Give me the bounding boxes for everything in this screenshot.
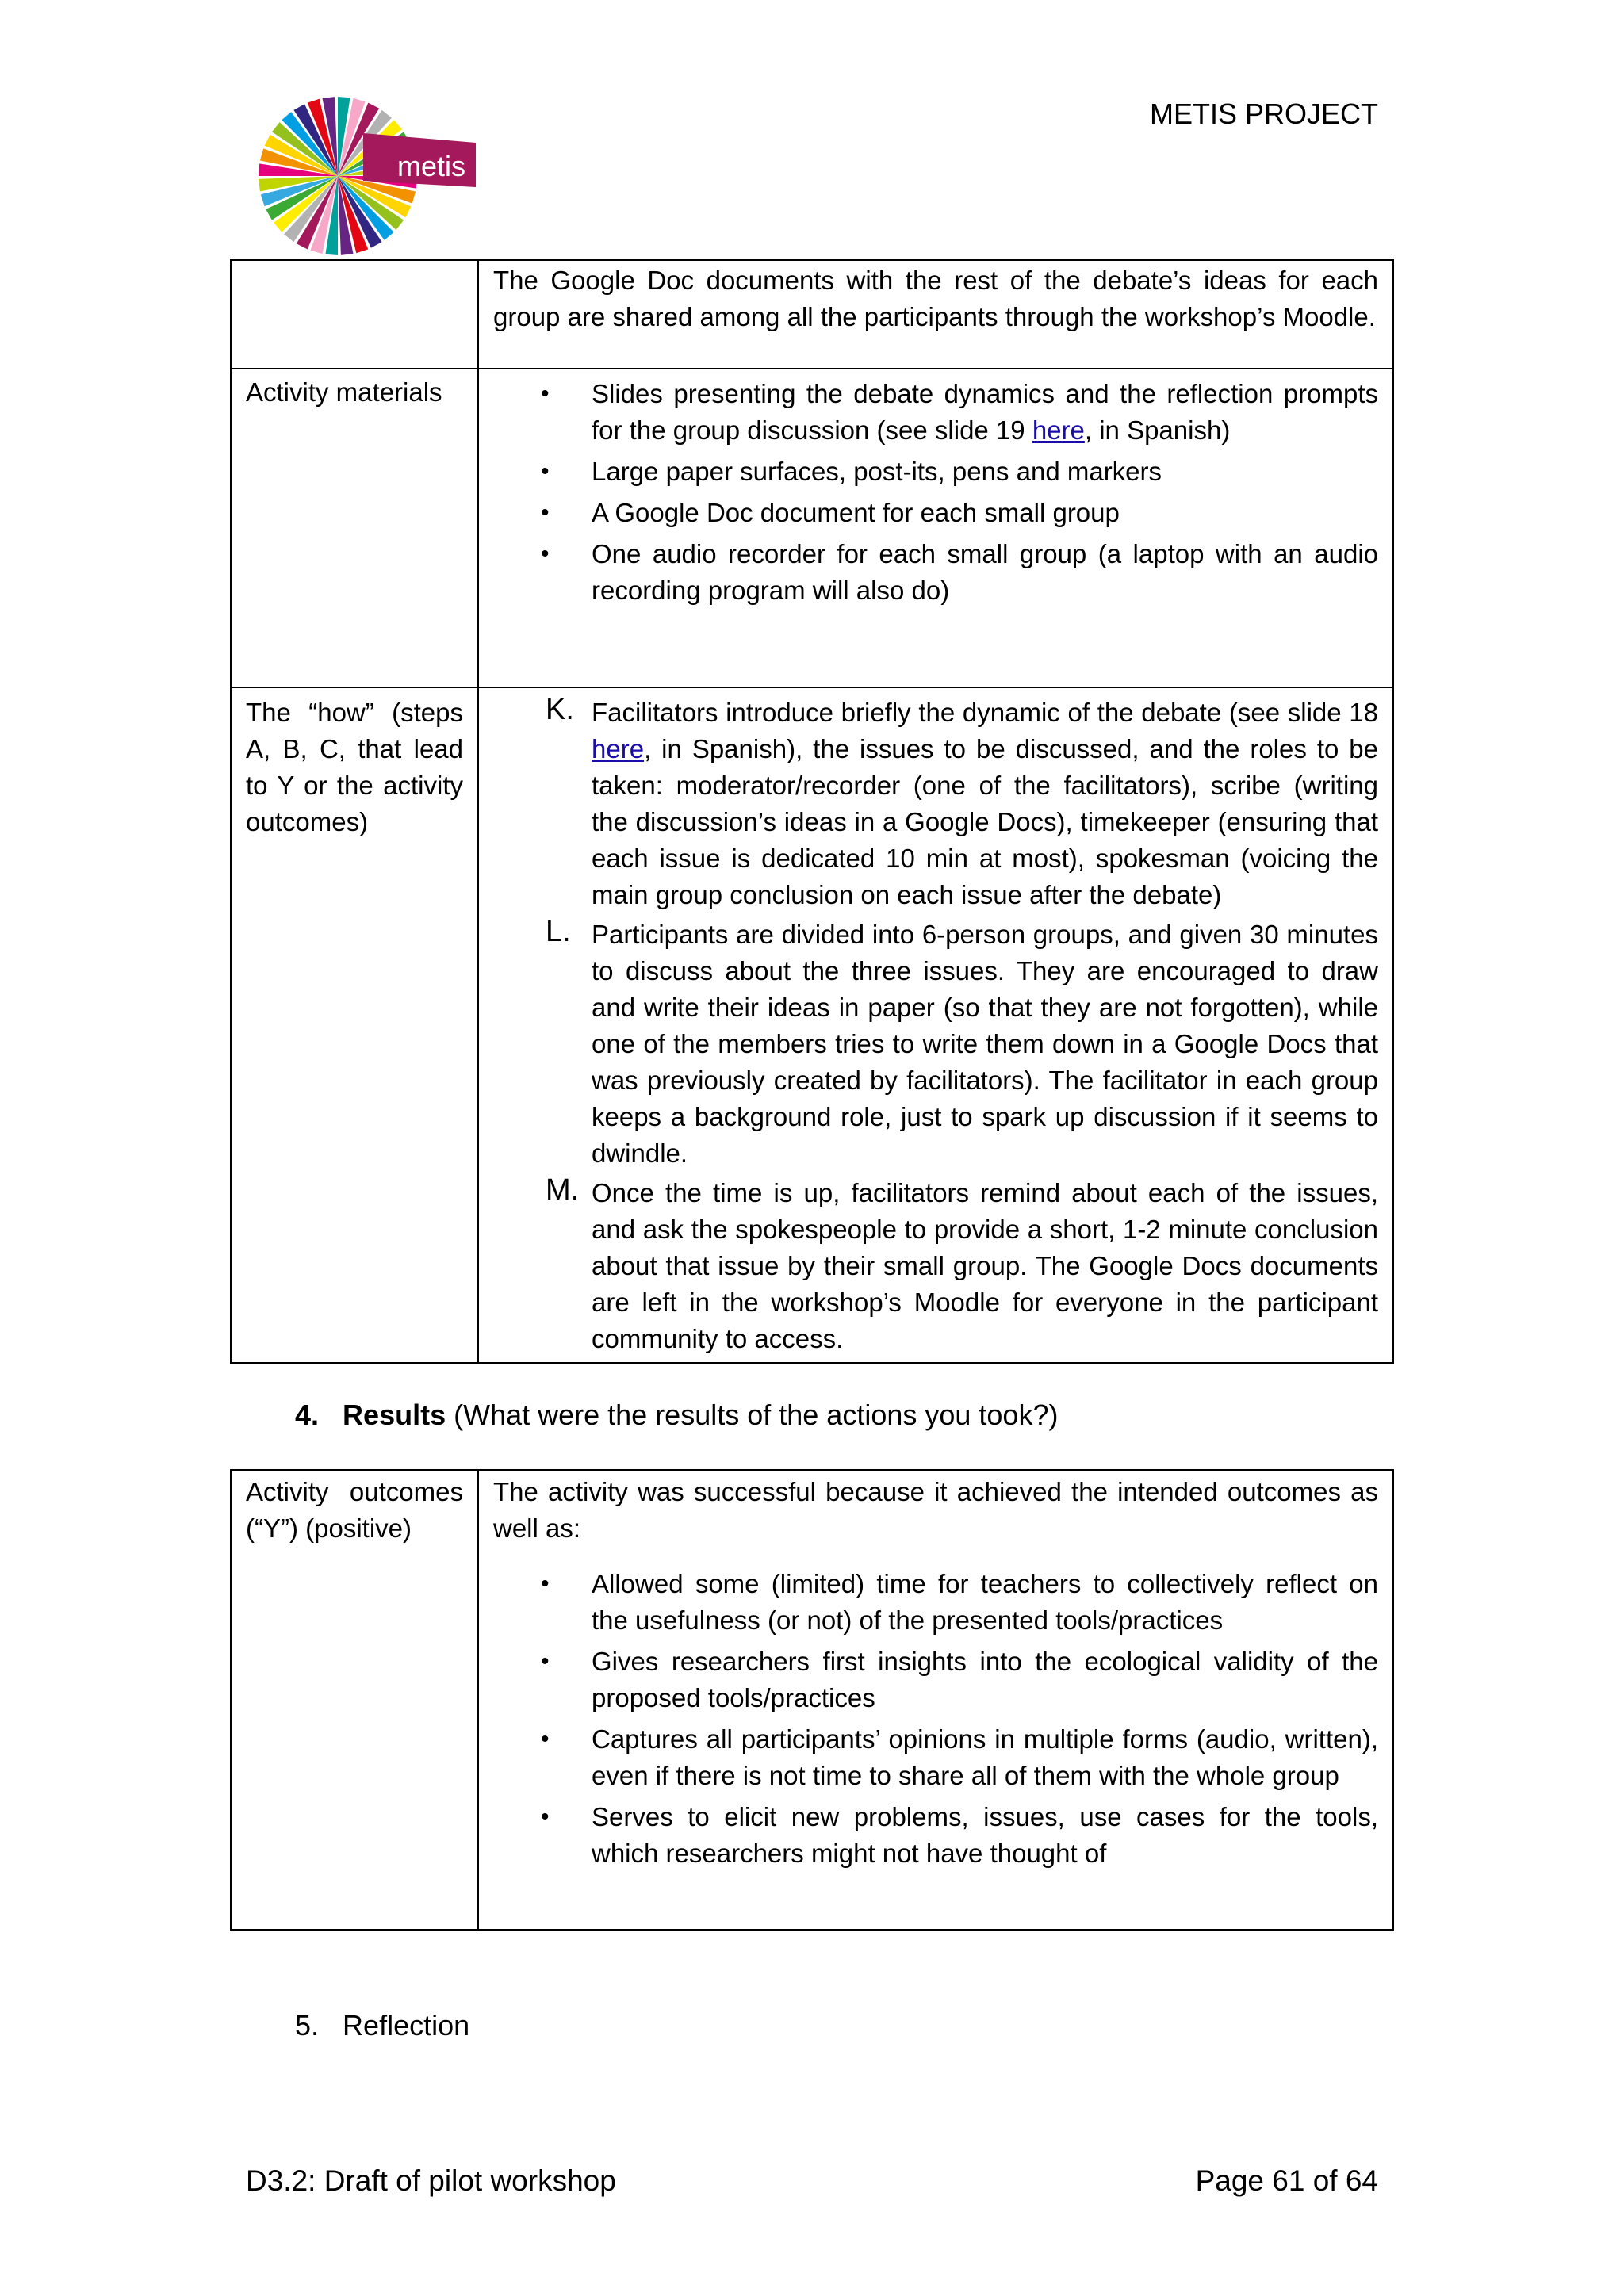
section-heading-reflection: [295, 2007, 469, 2044]
steps-cell: [478, 687, 1393, 1363]
list-item-text: Serves to elicit new problems, issues, use cases for the tools, which researchers might not have thought of: [592, 1802, 1378, 1868]
list-item-text: Large paper surfaces, post-its, pens and markers: [592, 457, 1162, 486]
materials-cell: [478, 369, 1393, 687]
list-item: [493, 1566, 1378, 1639]
list-item: [493, 495, 1378, 531]
step-item: [493, 916, 1378, 1172]
row-label-how: The “how” (steps A, B, C, that lead to Y or the activity outcomes): [231, 687, 478, 1363]
row-label: [231, 260, 478, 369]
section-number: 4.: [295, 1399, 320, 1431]
bullet-icon: •: [541, 1571, 550, 1597]
step-marker: K.: [546, 693, 574, 726]
step-marker: L.: [546, 915, 571, 948]
metis-logo: [244, 94, 482, 258]
section-number: 5.: [295, 2009, 320, 2042]
here-link[interactable]: here: [592, 734, 645, 763]
bullet-icon: •: [541, 1804, 550, 1830]
list-item-text: Gives researchers first insights into the ecological validity of the proposed tools/practices: [592, 1647, 1378, 1712]
activity-table: [230, 259, 1394, 1364]
list-item: [493, 1799, 1378, 1872]
footer-page-number: Page 61 of 64: [1195, 2164, 1378, 2197]
bullet-icon: •: [541, 499, 550, 526]
table-row: [231, 260, 1393, 369]
step-text: Once the time is up, facilitators remind about each of the issues, and ask the spokespeople to provide a short, 1-2 minute conclusion about that issue by their small group. The Google Docs documents are left in the workshop’s Moodle for everyone in the participant community to access.: [592, 1178, 1378, 1353]
list-item-text: Allowed some (limited) time for teachers to collectively reflect on the usefulness (or not) of the presented tools/practices: [592, 1569, 1378, 1635]
list-item-text: Captures all participants’ opinions in multiple forms (audio, written), even if there is not time to share all of them with the whole group: [592, 1724, 1378, 1790]
outcomes-cell: [478, 1470, 1393, 1930]
bullet-icon: •: [541, 458, 550, 484]
materials-list: [493, 376, 1378, 609]
bullet-icon: •: [541, 1726, 550, 1752]
table-row: [231, 1470, 1393, 1930]
list-item: [493, 1644, 1378, 1716]
step-marker: M.: [546, 1173, 580, 1207]
header-project-title: METIS PROJECT: [1149, 98, 1378, 130]
list-item: [493, 1721, 1378, 1794]
bullet-icon: •: [541, 541, 550, 567]
table-row: [231, 687, 1393, 1363]
step-text-after: , in Spanish), the issues to be discussed, and the roles to be taken: moderator/recorder (one of the facilitators), scribe (writing the discussion’s ideas in a Google Docs), timekeeper (ensuring that each issue is dedicated 10 min at most), spokesman (voicing the main group conclusion on each issue after the debate): [592, 734, 1378, 909]
row-label-activity-materials: Activity materials: [231, 369, 478, 687]
here-link[interactable]: here: [1032, 415, 1085, 445]
step-text: Facilitators introduce briefly the dynamic of the debate (see slide 18: [592, 698, 1378, 727]
step-item: [493, 1175, 1378, 1357]
bullet-icon: •: [541, 381, 550, 407]
list-item-text: A Google Doc document for each small group: [592, 498, 1120, 527]
outcomes-intro: The activity was successful because it achieved the intended outcomes as well as:: [493, 1477, 1378, 1543]
list-item: [493, 536, 1378, 609]
step-item: [493, 695, 1378, 913]
list-item-text-after: , in Spanish): [1084, 415, 1231, 445]
step-text: Participants are divided into 6-person groups, and given 30 minutes to discuss about the three issues. They are encouraged to draw and write their ideas in paper (so that they are not forgotten), while one of the members tries to write them down in a Google Docs that was previously created by facilitators). The facilitator in each group keeps a background role, just to spark up discussion if it seems to dwindle.: [592, 920, 1378, 1168]
list-item-text: Slides presenting the debate dynamics and the reflection prompts for the group discussion (see slide 19: [592, 379, 1378, 445]
section-heading-results: [295, 1397, 1058, 1433]
row-label-outcomes: Activity outcomes (“Y”) (positive): [231, 1470, 478, 1930]
section-subtitle: (What were the results of the actions you took?): [446, 1399, 1059, 1431]
list-item: [493, 453, 1378, 490]
list-item: [493, 376, 1378, 449]
list-item-text: One audio recorder for each small group (a laptop with an audio recording program will also do): [592, 539, 1378, 605]
footer-document-title: D3.2: Draft of pilot workshop: [246, 2164, 616, 2197]
logo-text: metis: [396, 150, 466, 182]
outcomes-list: [493, 1566, 1378, 1872]
results-table: [230, 1469, 1394, 1931]
section-title: Results: [343, 1399, 446, 1431]
section-title: Reflection: [343, 2009, 470, 2042]
table-row: [231, 369, 1393, 687]
bullet-icon: •: [541, 1648, 550, 1674]
row-text: The Google Doc documents with the rest of the debate’s ideas for each group are shared among all the participants through the workshop’s Moodle.: [478, 260, 1393, 369]
steps-list: [493, 695, 1378, 1357]
